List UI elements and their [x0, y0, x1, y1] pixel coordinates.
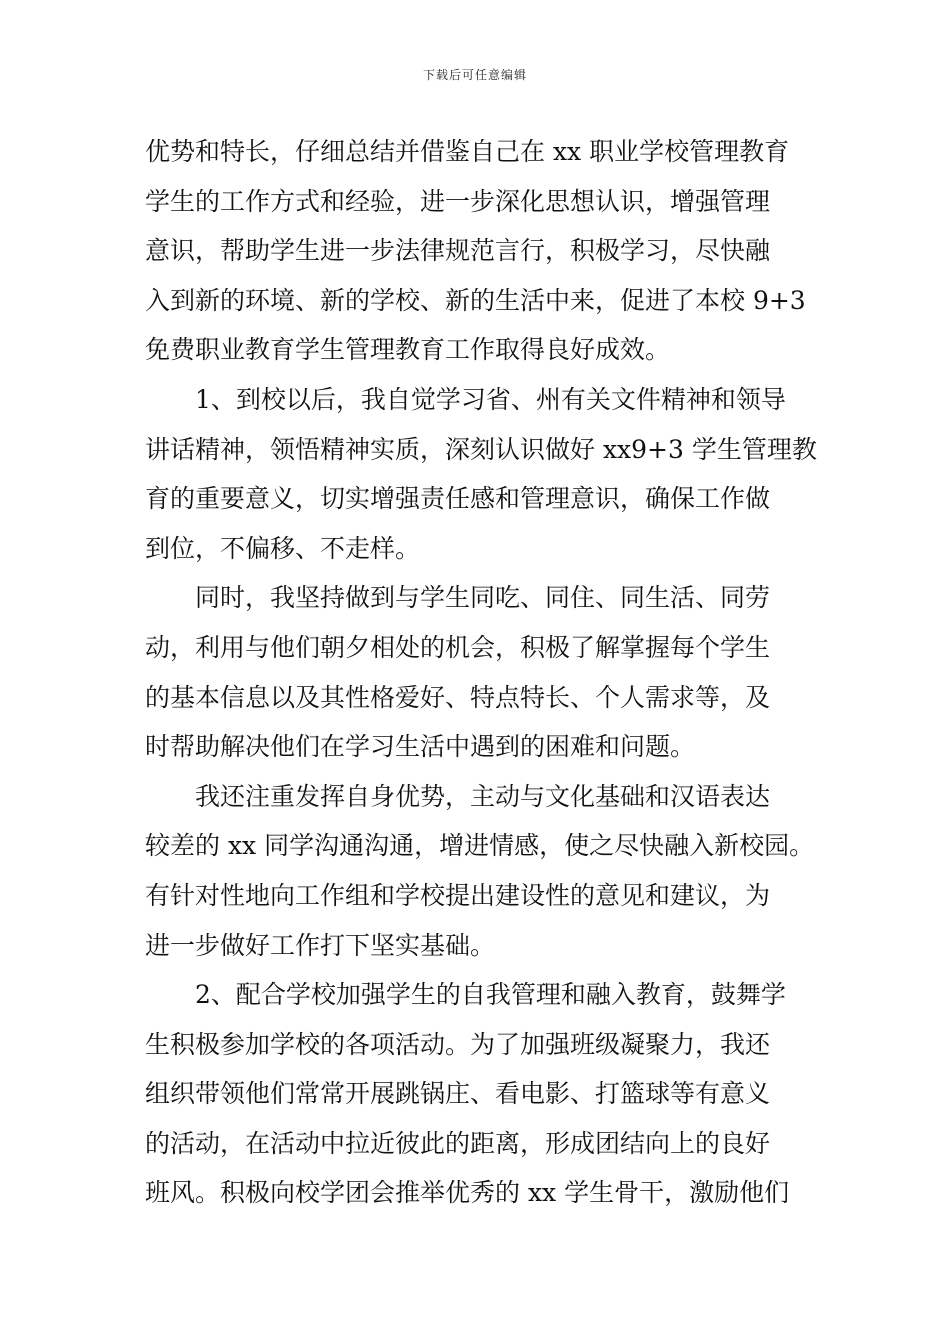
text-line: 意识，帮助学生进一步法律规范言行，积极学习，尽快融	[145, 236, 771, 266]
text-line: 组织带领他们常常开展跳锅庄、看电影、打篮球等有意义	[145, 1079, 771, 1109]
text-line: 有针对性地向工作组和学校提出建设性的意见和建议，为	[145, 880, 771, 910]
text-line: 较差的 xx 同学沟通沟通，增进情感，使之尽快融入新校园。	[145, 831, 815, 861]
text-line: 免费职业教育学生管理教育工作取得良好成效。	[145, 335, 671, 365]
text-line: 班风。积极向校学团会推举优秀的 xx 学生骨干，激励他们	[145, 1178, 790, 1208]
text-line: 我还注重发挥自身优势，主动与文化基础和汉语表达	[145, 781, 771, 811]
text-line: 育的重要意义，切实增强责任感和管理意识，确保工作做	[145, 484, 771, 514]
text-line: 动，利用与他们朝夕相处的机会，积极了解掌握每个学生	[145, 632, 771, 662]
text-line: 2、配合学校加强学生的自我管理和融入教育，鼓舞学	[145, 980, 786, 1010]
text-line: 到位，不偏移、不走样。	[145, 533, 421, 563]
text-line: 入到新的环境、新的学校、新的生活中来，促进了本校 9+3	[145, 285, 806, 315]
text-line: 学生的工作方式和经验，进一步深化思想认识，增强管理	[145, 186, 771, 216]
text-line: 生积极参加学校的各项活动。为了加强班级凝聚力，我还	[145, 1029, 771, 1059]
text-line: 同时，我坚持做到与学生同吃、同住、同生活、同劳	[145, 583, 771, 613]
text-line: 讲话精神，领悟精神实质，深刻认识做好 xx9+3 学生管理教	[145, 434, 817, 464]
text-line: 的活动，在活动中拉近彼此的距离，形成团结向上的良好	[145, 1128, 771, 1158]
document-body	[145, 127, 825, 1218]
text-line: 的基本信息以及其性格爱好、特点特长、个人需求等，及	[145, 682, 771, 712]
text-line: 1、到校以后，我自觉学习省、州有关文件精神和领导	[145, 384, 786, 414]
text-line: 进一步做好工作打下坚实基础。	[145, 930, 496, 960]
text-line: 优势和特长，仔细总结并借鉴自己在 xx 职业学校管理教育	[145, 137, 790, 166]
header-note: 下载后可任意编辑	[422, 68, 527, 82]
text-line: 时帮助解决他们在学习生活中遇到的困难和问题。	[145, 732, 696, 762]
